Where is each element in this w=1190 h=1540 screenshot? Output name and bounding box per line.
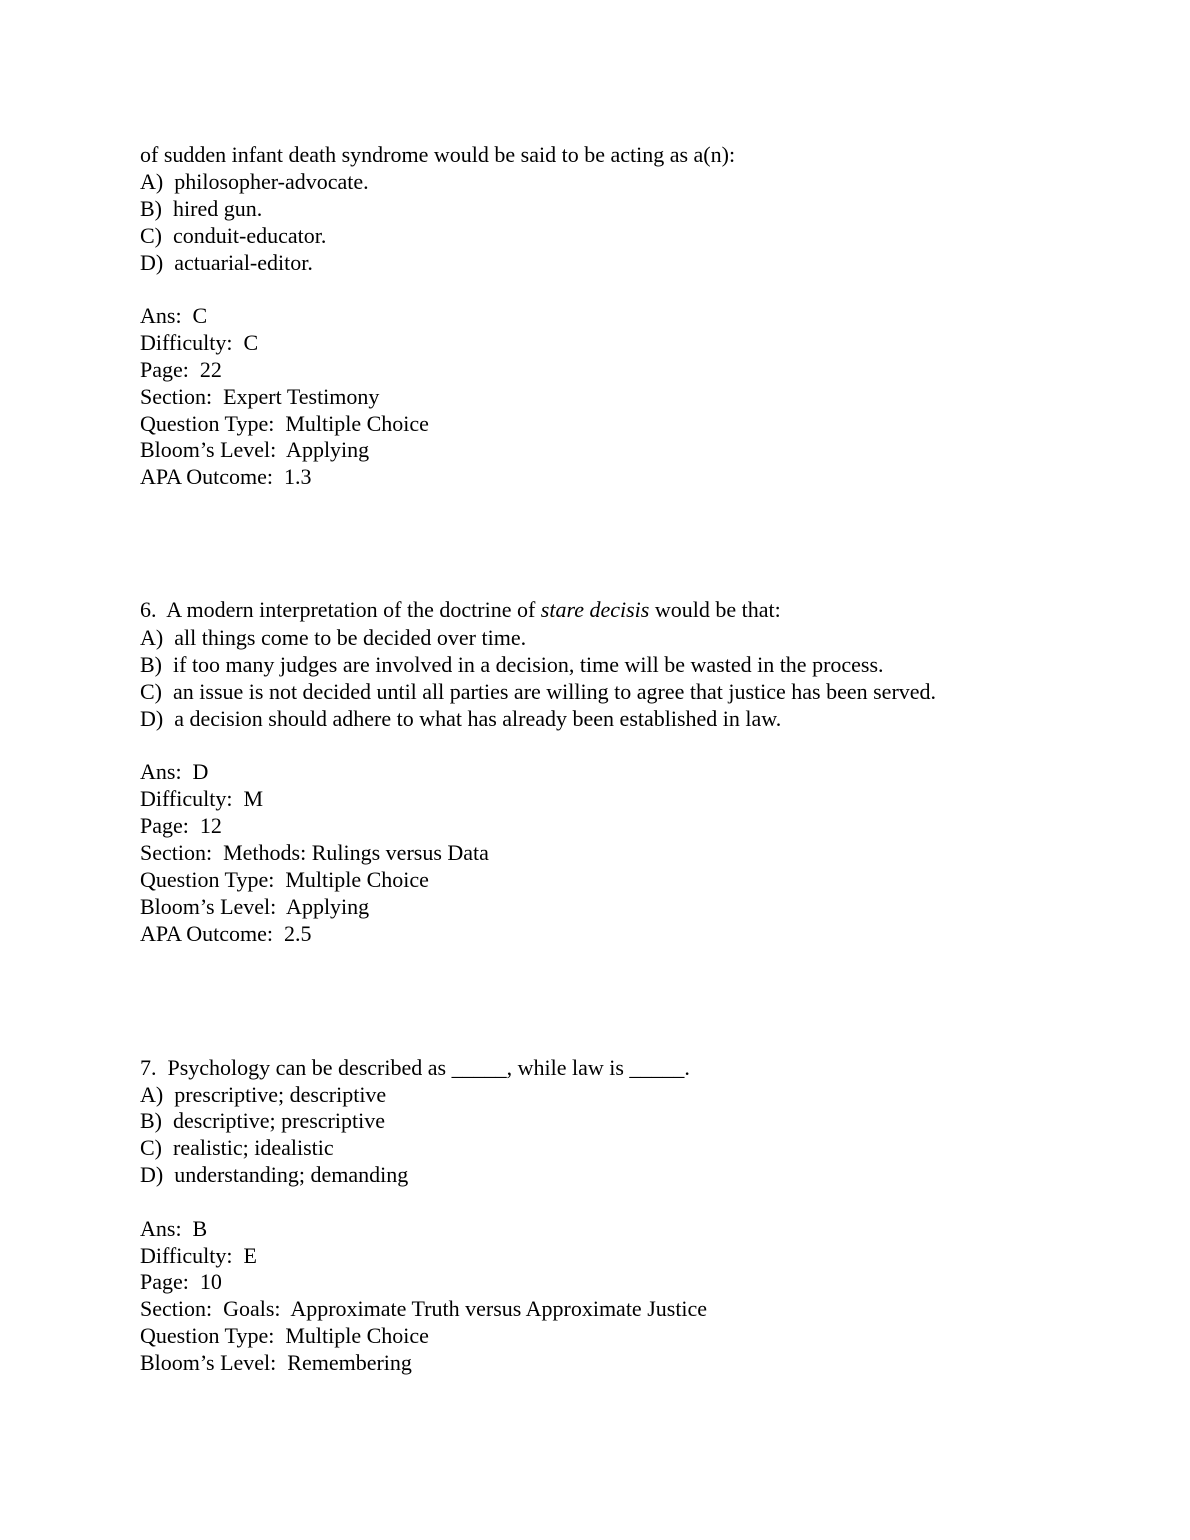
- question-5-answer: Ans: C: [140, 303, 208, 328]
- question-5-blooms-level: Bloom’s Level: Applying: [140, 437, 370, 462]
- question-7-option-d: D) understanding; demanding: [140, 1162, 409, 1187]
- question-5-option-c: C) conduit-educator.: [140, 223, 327, 248]
- question-6-option-c: C) an issue is not decided until all parties are willing to agree that justice has been served.: [140, 679, 937, 704]
- question-6-stem-term: stare decisis: [540, 597, 650, 622]
- question-7-difficulty: Difficulty: E: [140, 1243, 257, 1268]
- question-7-section: Section: Goals: Approximate Truth versus Approximate Justice: [140, 1296, 708, 1321]
- question-6-difficulty: Difficulty: M: [140, 786, 264, 811]
- question-6-apa-outcome: APA Outcome: 2.5: [140, 921, 312, 946]
- question-7-question-type: Question Type: Multiple Choice: [140, 1323, 429, 1348]
- question-5-stem: of sudden infant death syndrome would be said to be acting as a(n):: [140, 142, 736, 167]
- question-7-page: Page: 10: [140, 1269, 222, 1294]
- question-5-apa-outcome: APA Outcome: 1.3: [140, 464, 312, 489]
- question-6-page: Page: 12: [140, 813, 222, 838]
- question-6-stem-suffix: would be that:: [649, 597, 781, 622]
- question-6-section: Section: Methods: Rulings versus Data: [140, 840, 489, 865]
- question-6-stem: [140, 596, 781, 623]
- question-7-option-a: A) prescriptive; descriptive: [140, 1082, 387, 1107]
- question-7-blooms-level: Bloom’s Level: Remembering: [140, 1350, 412, 1375]
- question-6-option-a: A) all things come to be decided over time.: [140, 625, 527, 650]
- question-5-option-b: B) hired gun.: [140, 196, 263, 221]
- question-6-answer: Ans: D: [140, 759, 209, 784]
- question-5-option-a: A) philosopher-advocate.: [140, 169, 369, 194]
- question-5-difficulty: Difficulty: C: [140, 330, 259, 355]
- question-5-section: Section: Expert Testimony: [140, 384, 380, 409]
- question-6-blooms-level: Bloom’s Level: Applying: [140, 894, 370, 919]
- question-6-option-b: B) if too many judges are involved in a decision, time will be wasted in the process.: [140, 652, 884, 677]
- question-5-page: Page: 22: [140, 357, 222, 382]
- question-7-option-c: C) realistic; idealistic: [140, 1135, 334, 1160]
- question-6-question-type: Question Type: Multiple Choice: [140, 867, 429, 892]
- question-6-option-d: D) a decision should adhere to what has already been established in law.: [140, 706, 782, 731]
- question-7-stem: 7. Psychology can be described as _____, while law is _____.: [140, 1055, 690, 1080]
- question-5-option-d: D) actuarial-editor.: [140, 250, 313, 275]
- question-7-answer: Ans: B: [140, 1216, 208, 1241]
- question-5-question-type: Question Type: Multiple Choice: [140, 411, 429, 436]
- question-7-option-b: B) descriptive; prescriptive: [140, 1108, 385, 1133]
- question-6-stem-prefix: 6. A modern interpretation of the doctrine of: [140, 597, 541, 622]
